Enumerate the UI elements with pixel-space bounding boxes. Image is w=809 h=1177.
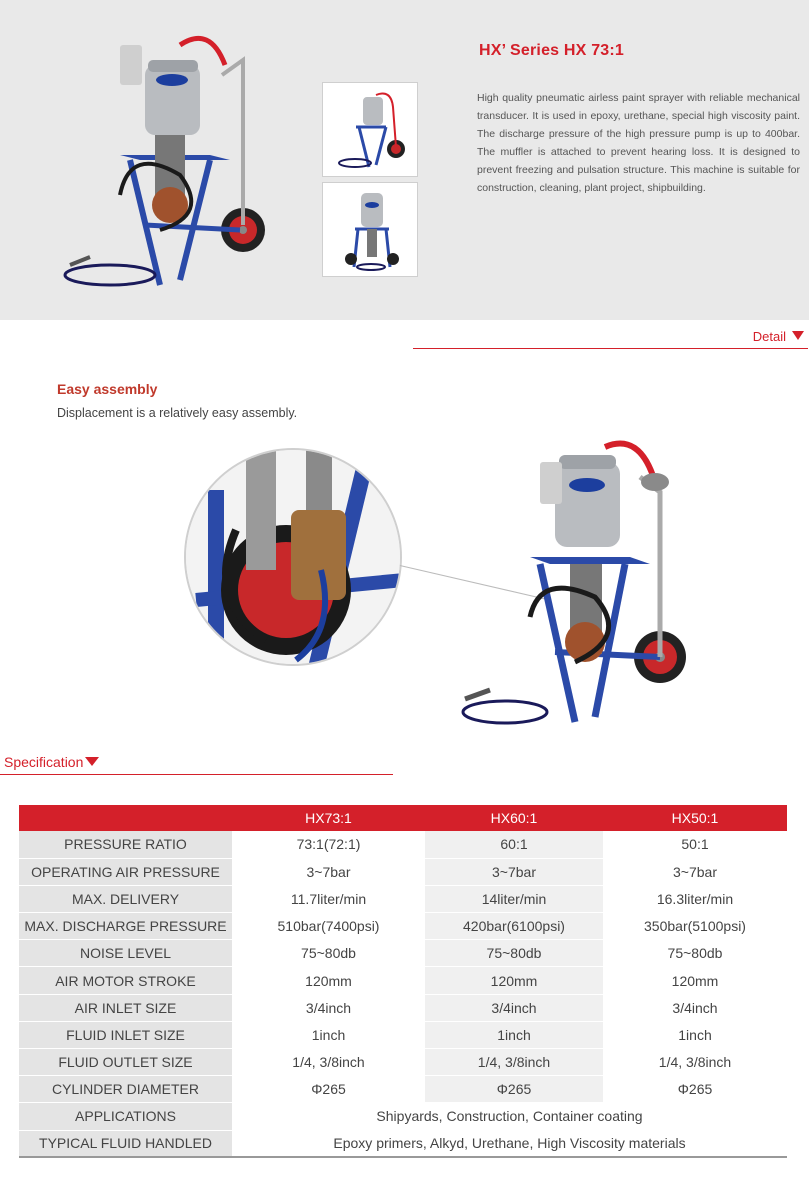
table-header-cell [19, 805, 232, 831]
table-cell: 350bar(5100psi) [603, 913, 787, 940]
row-label: TYPICAL FLUID HANDLED [19, 1130, 232, 1157]
table-cell: 3/4inch [603, 994, 787, 1021]
sprayer-product-image [455, 437, 700, 732]
assembly-closeup-image [184, 448, 402, 666]
table-cell: 75~80db [603, 940, 787, 967]
row-label: APPLICATIONS [19, 1103, 232, 1130]
table-cell: 1inch [232, 1021, 425, 1048]
table-header-cell: HX60:1 [425, 805, 603, 831]
table-cell: 120mm [232, 967, 425, 994]
table-cell: 3/4inch [425, 994, 603, 1021]
table-header-cell: HX50:1 [603, 805, 787, 831]
table-cell: 3/4inch [232, 994, 425, 1021]
detail-toggle[interactable] [753, 329, 804, 344]
product-title: HX’ Series HX 73:1 [479, 42, 625, 59]
triangle-down-icon [85, 757, 99, 766]
table-row [19, 885, 787, 912]
row-label: NOISE LEVEL [19, 940, 232, 967]
table-cell: 3~7bar [603, 858, 787, 885]
product-thumbnail-1[interactable] [322, 82, 418, 177]
table-cell: 3~7bar [232, 858, 425, 885]
detail-label: Detail [752, 329, 786, 344]
row-label: OPERATING AIR PRESSURE [19, 858, 232, 885]
table-cell: 14liter/min [425, 885, 603, 912]
table-row [19, 1130, 787, 1157]
table-cell: 60:1 [425, 831, 603, 858]
row-label: MAX. DISCHARGE PRESSURE [19, 913, 232, 940]
table-row [19, 831, 787, 858]
table-cell: 50:1 [603, 831, 787, 858]
table-cell: 1/4, 3/8inch [603, 1049, 787, 1076]
table-cell: 16.3liter/min [603, 885, 787, 912]
table-header-row [19, 805, 787, 831]
specification-toggle[interactable] [4, 754, 99, 770]
row-label: PRESSURE RATIO [19, 831, 232, 858]
table-header-cell: HX73:1 [232, 805, 425, 831]
table-cell: 73:1(72:1) [232, 831, 425, 858]
table-cell: 510bar(7400psi) [232, 913, 425, 940]
table-cell: 1inch [603, 1021, 787, 1048]
table-row [19, 1103, 787, 1130]
row-label: AIR INLET SIZE [19, 994, 232, 1021]
triangle-down-icon [792, 331, 804, 340]
thumbnail-image-1 [331, 87, 409, 173]
table-row [19, 994, 787, 1021]
specification-divider [0, 753, 393, 775]
product-hero [0, 0, 809, 320]
table-cell: 120mm [425, 967, 603, 994]
table-row [19, 1076, 787, 1103]
table-cell: Φ265 [603, 1076, 787, 1103]
thumbnail-image-2 [331, 187, 409, 273]
table-cell: 1inch [425, 1021, 603, 1048]
table-cell: Shipyards, Construction, Container coating [232, 1103, 787, 1130]
table-cell: 1/4, 3/8inch [425, 1049, 603, 1076]
row-label: FLUID OUTLET SIZE [19, 1049, 232, 1076]
specification-table [19, 805, 787, 1158]
table-row [19, 967, 787, 994]
product-thumbnail-2[interactable] [322, 182, 418, 277]
row-label: AIR MOTOR STROKE [19, 967, 232, 994]
product-description: High quality pneumatic airless paint sprayer with reliable mechanical transducer. It is used in epoxy, urethane, special high viscosity paint. The discharge pressure of the high pressure pump is up to 400bar. The muffler is attached to prevent hearing loss. It is designed to prevent freezing and pulsation structure. This machine is suitable for construction, cleaning, plant project, shipbuilding. [477, 92, 800, 194]
detail-divider [413, 327, 808, 349]
product-main-image [60, 25, 280, 300]
table-cell: Φ265 [425, 1076, 603, 1103]
table-cell: Φ265 [232, 1076, 425, 1103]
easy-assembly-description: Displacement is a relatively easy assembly. [57, 406, 298, 420]
table-cell: 3~7bar [425, 858, 603, 885]
table-cell: 1/4, 3/8inch [232, 1049, 425, 1076]
specification-label: Specification [4, 754, 84, 770]
table-cell: 120mm [603, 967, 787, 994]
table-cell: 75~80db [425, 940, 603, 967]
table-row [19, 1049, 787, 1076]
row-label: FLUID INLET SIZE [19, 1021, 232, 1048]
table-cell: 11.7liter/min [232, 885, 425, 912]
table-row [19, 913, 787, 940]
table-row [19, 940, 787, 967]
table-cell: 420bar(6100psi) [425, 913, 603, 940]
table-row [19, 858, 787, 885]
table-row [19, 1021, 787, 1048]
table-cell: Epoxy primers, Alkyd, Urethane, High Viscosity materials [232, 1130, 787, 1157]
easy-assembly-title: Easy assembly [57, 381, 158, 397]
table-cell: 75~80db [232, 940, 425, 967]
row-label: CYLINDER DIAMETER [19, 1076, 232, 1103]
row-label: MAX. DELIVERY [19, 885, 232, 912]
